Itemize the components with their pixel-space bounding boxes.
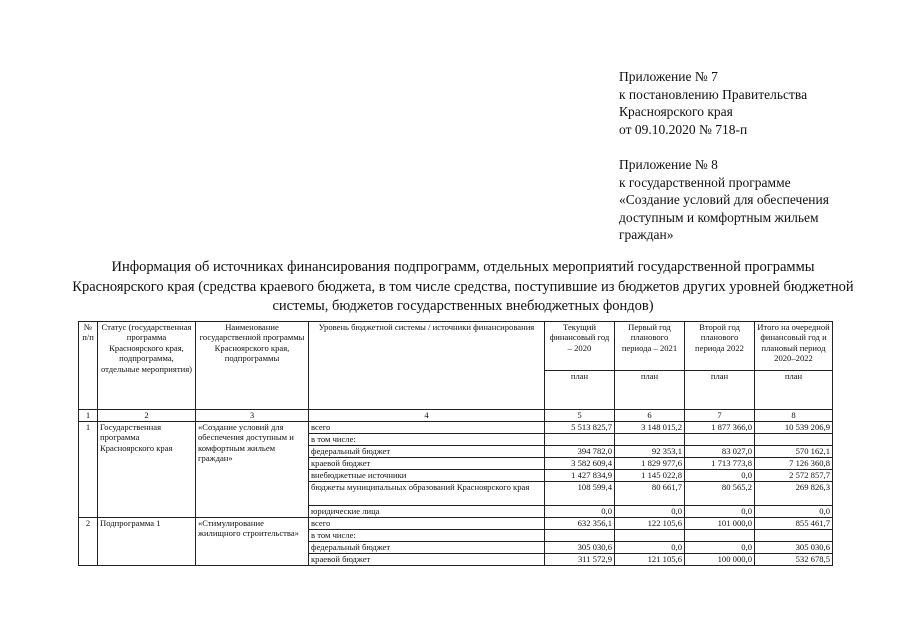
value-2020: 311 572,9 [545, 554, 615, 566]
col-number: 7 [685, 410, 755, 422]
value-2021: 92 353,1 [615, 446, 685, 458]
header-2021: Первый год планового периода – 2021 [615, 322, 685, 371]
appendix-8-line-3: «Создание условий для обеспечения [619, 192, 829, 207]
value-2020: 632 356,1 [545, 518, 615, 530]
value-2022: 0,0 [685, 470, 755, 482]
value-total: 532 678,5 [755, 554, 833, 566]
header-name: Наименование государственной программы Красноярского края, подпрограммы [196, 322, 309, 410]
level-cell: федеральный бюджет [309, 542, 545, 554]
column-number-row [79, 410, 833, 422]
value-2021: 1 145 022,8 [615, 470, 685, 482]
col-number: 5 [545, 410, 615, 422]
header-status: Статус (государственная программа Красноярского края, подпрограмма, отдельные мероприятия) [98, 322, 196, 410]
value-2022: 83 027,0 [685, 446, 755, 458]
value-2020 [545, 434, 615, 446]
value-2021 [615, 434, 685, 446]
value-2020: 394 782,0 [545, 446, 615, 458]
value-2022 [685, 434, 755, 446]
value-2022 [685, 530, 755, 542]
appendix-7-line-2: к постановлению Правительства [619, 86, 808, 102]
value-2021 [615, 530, 685, 542]
value-2022: 101 000,0 [685, 518, 755, 530]
level-cell: всего [309, 518, 545, 530]
level-cell: юридические лица [309, 506, 545, 518]
value-2020: 3 582 609,4 [545, 458, 615, 470]
col-number: 3 [196, 410, 309, 422]
value-2021: 121 105,6 [615, 554, 685, 566]
appendix-8-line-2: к государственной программе [619, 174, 791, 190]
header-row [79, 322, 833, 371]
appendix-8-line-4: доступным и комфортным жильем [619, 209, 819, 225]
appendix-header [619, 68, 829, 244]
document-title [40, 258, 886, 317]
financing-table [78, 321, 833, 566]
value-2020: 5 513 825,7 [545, 422, 615, 434]
value-2022: 0,0 [685, 506, 755, 518]
header-2020: Текущий финансовый год – 2020 [545, 322, 615, 371]
table-row [79, 422, 833, 434]
title-line-1: Информация об источниках финансирования подпрограмм, отдельных мероприятий государственной программы [111, 259, 815, 275]
value-2022: 1 713 773,8 [685, 458, 755, 470]
value-2021: 122 105,6 [615, 518, 685, 530]
value-2021: 0,0 [615, 506, 685, 518]
col-number: 6 [615, 410, 685, 422]
row-status: Государственная программа Красноярского края [98, 422, 196, 518]
table-row [79, 518, 833, 530]
value-2022: 100 000,0 [685, 554, 755, 566]
level-cell: внебюджетные источники [309, 470, 545, 482]
header-2022: Второй год планового периода 2022 [685, 322, 755, 371]
plan-2022: план [685, 371, 755, 410]
value-2021: 3 148 015,2 [615, 422, 685, 434]
level-cell: в том числе: [309, 530, 545, 542]
value-2021: 0,0 [615, 542, 685, 554]
value-2020 [545, 530, 615, 542]
value-2020: 305 030,6 [545, 542, 615, 554]
header-total: Итого на очередной финансовый год и плановый период 2020–2022 [755, 322, 833, 371]
row-status: Подпрограмма 1 [98, 518, 196, 566]
value-total: 305 030,6 [755, 542, 833, 554]
value-total: 269 826,3 [755, 482, 833, 506]
appendix-8-line-5: граждан» [619, 227, 674, 242]
col-number: 2 [98, 410, 196, 422]
row-name: «Создание условий для обеспечения доступным и комфортным жильем граждан» [196, 422, 309, 518]
value-total: 570 162,1 [755, 446, 833, 458]
value-2022: 80 565,2 [685, 482, 755, 506]
header-level: Уровень бюджетной системы / источники финансирования [309, 322, 545, 410]
value-2021: 80 661,7 [615, 482, 685, 506]
value-total [755, 530, 833, 542]
value-total: 2 572 857,7 [755, 470, 833, 482]
plan-total: план [755, 371, 833, 410]
level-cell: федеральный бюджет [309, 446, 545, 458]
level-cell: краевой бюджет [309, 458, 545, 470]
row-number: 2 [79, 518, 98, 566]
value-total [755, 434, 833, 446]
value-2020: 0,0 [545, 506, 615, 518]
row-number: 1 [79, 422, 98, 518]
value-total: 7 126 360,8 [755, 458, 833, 470]
appendix-7-line-3: Красноярского края [619, 104, 733, 119]
title-line-3: системы, бюджетов государственных внебюджетных фондов) [272, 298, 654, 314]
col-number: 1 [79, 410, 98, 422]
header-n: № п/п [79, 322, 98, 410]
level-cell: краевой бюджет [309, 554, 545, 566]
value-2020: 108 599,4 [545, 482, 615, 506]
appendix-7-line-4: от 09.10.2020 № 718-п [619, 121, 748, 137]
value-total: 0,0 [755, 506, 833, 518]
value-total: 855 461,7 [755, 518, 833, 530]
level-cell: бюджеты муниципальных образований Красноярского края [309, 482, 545, 506]
appendix-8-line-1: Приложение № 8 [619, 157, 718, 172]
col-number: 8 [755, 410, 833, 422]
value-2022: 0,0 [685, 542, 755, 554]
row-name: «Стимулирование жилищного строительства» [196, 518, 309, 566]
col-number: 4 [309, 410, 545, 422]
value-2022: 1 877 366,0 [685, 422, 755, 434]
value-2020: 1 427 834,9 [545, 470, 615, 482]
level-cell: всего [309, 422, 545, 434]
value-2021: 1 829 977,6 [615, 458, 685, 470]
value-total: 10 539 206,9 [755, 422, 833, 434]
plan-2020: план [545, 371, 615, 410]
plan-2021: план [615, 371, 685, 410]
level-cell: в том числе: [309, 434, 545, 446]
title-line-2: Красноярского края (средства краевого бюджета, в том числе средства, поступившие из бюджетов других уровней бюджетной [72, 278, 854, 295]
appendix-7-line-1: Приложение № 7 [619, 69, 718, 84]
